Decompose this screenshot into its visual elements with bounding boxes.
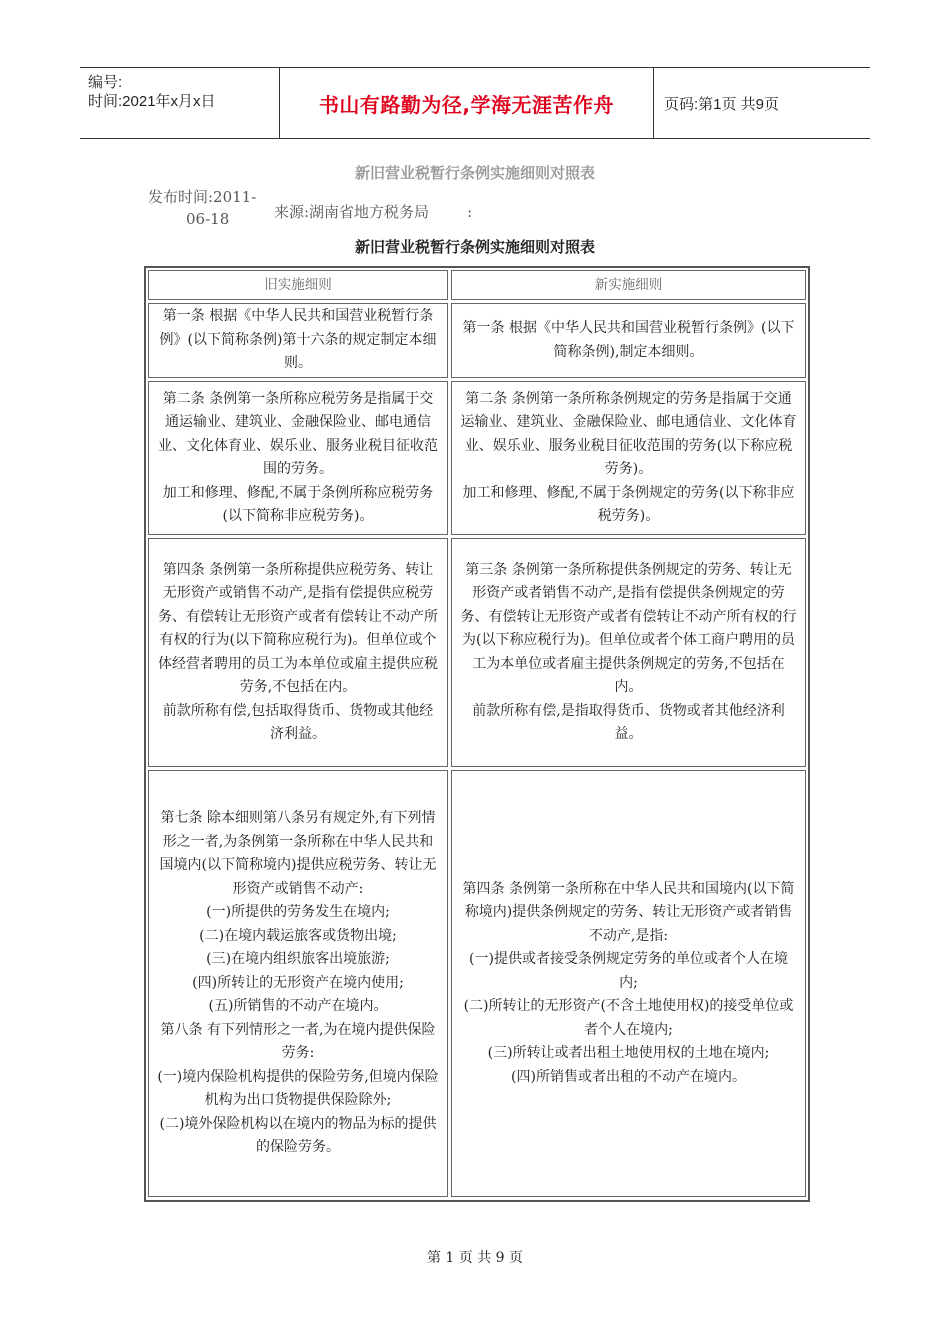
old-article-8-item: (一)境内保险机构提供的保险劳务,但境内保险机构为出口货物提供保险除外; bbox=[157, 1068, 439, 1109]
header-new: 新实施细则 bbox=[451, 270, 806, 300]
source-colon: : bbox=[467, 203, 473, 221]
old-article-7-item: (五)所销售的不动产在境内。 bbox=[208, 998, 388, 1015]
cell-old bbox=[148, 538, 448, 767]
new-article-4: 第四条 条例第一条所称在中华人民共和国境内(以下简称境内)提供条例规定的劳务、转让无形资产或者销售不动产,是指: bbox=[462, 880, 795, 944]
old-article-4-para: 前款所称有偿,包括取得货币、货物或其他经济利益。 bbox=[162, 702, 434, 742]
cell-old bbox=[148, 381, 448, 535]
cell-old bbox=[148, 770, 448, 1197]
page-header bbox=[80, 67, 870, 139]
old-article-4: 第四条 条例第一条所称提供应税劳务、转让无形资产或销售不动产,是指有偿提供应税劳务、有偿转让无形资产或者有偿转让不动产所有权的行为(以下简称应税行为)。但单位或个体经营者聘用的员工为本单位或雇主提供应税劳务,不包括在内。 bbox=[158, 561, 438, 695]
new-article-1: 第一条 根据《中华人民共和国营业税暂行条例》(以下简称条例),制定本细则。 bbox=[462, 320, 795, 360]
publish-time-line1: 发布时间:2011- bbox=[148, 188, 257, 206]
table-header-row bbox=[148, 270, 806, 300]
header-info bbox=[80, 68, 280, 138]
table-row bbox=[148, 303, 806, 378]
new-article-4-item: (一)提供或者接受条例规定劳务的单位或者个人在境内; bbox=[469, 951, 788, 991]
publish-time bbox=[148, 186, 268, 230]
old-article-7-item: (四)所转让的无形资产在境内使用; bbox=[192, 974, 404, 991]
publish-time-line2: 06-18 bbox=[186, 210, 230, 228]
old-article-2: 第二条 条例第一条所称应税劳务是指属于交通运输业、建筑业、金融保险业、邮电通信业、文化体育业、娱乐业、服务业税目征收范围的劳务。 bbox=[158, 390, 438, 477]
new-article-2: 第二条 条例第一条所称条例规定的劳务是指属于交通运输业、建筑业、金融保险业、邮电通信业、文化体育业、娱乐业、服务业税目征收范围的劳务(以下称应税劳务)。 bbox=[460, 390, 797, 477]
table-title: 新旧营业税暂行条例实施细则对照表 bbox=[354, 238, 595, 256]
new-article-3-para: 前款所称有偿,是指取得货币、货物或者其他经济利益。 bbox=[472, 702, 785, 742]
number-label: 编号: bbox=[88, 74, 123, 91]
old-article-1: 第一条 根据《中华人民共和国营业税暂行条例》(以下简称条例)第十六条的规定制定本细则。 bbox=[159, 308, 437, 372]
cell-new bbox=[451, 538, 806, 767]
table-row bbox=[148, 538, 806, 767]
document-title: 新旧营业税暂行条例实施细则对照表 bbox=[354, 164, 595, 182]
old-article-7-item: (二)在境内载运旅客或货物出境; bbox=[199, 927, 397, 944]
time-label: 时间:2021年x月x日 bbox=[88, 93, 216, 110]
new-article-3: 第三条 条例第一条所称提供条例规定的劳务、转让无形资产或者销售不动产,是指有偿提供条例规定的劳务、有偿转让无形资产或者有偿转让不动产所有权的行为(以下称应税行为)。但单位或者个体工商户聘用的员工为本单位或者雇主提供条例规定的劳务,不包括在内。 bbox=[460, 561, 797, 695]
publish-source bbox=[274, 201, 472, 222]
cell-new bbox=[451, 770, 806, 1197]
page-footer: 第 1 页 共 9 页 bbox=[426, 1250, 524, 1266]
old-article-2-para: 加工和修理、修配,不属于条例所称应税劳务(以下简称非应税劳务)。 bbox=[162, 484, 434, 524]
old-article-8: 第八条 有下列情形之一者,为在境内提供保险劳务: bbox=[160, 1021, 436, 1062]
header-old: 旧实施细则 bbox=[148, 270, 448, 300]
cell-new bbox=[451, 381, 806, 535]
old-article-7-item: (一)所提供的劳务发生在境内; bbox=[206, 904, 390, 921]
old-article-7-item: (三)在境内组织旅客出境旅游; bbox=[206, 951, 390, 968]
new-article-4-item: (二)所转让的无形资产(不含土地使用权)的接受单位或者个人在境内; bbox=[463, 998, 794, 1038]
new-article-4-item: (三)所转让或者出租土地使用权的土地在境内; bbox=[487, 1045, 770, 1062]
comparison-table bbox=[144, 266, 810, 1202]
page-code: 页码:第1页 共9页 bbox=[664, 95, 780, 113]
cell-old bbox=[148, 303, 448, 378]
old-article-7: 第七条 除本细则第八条另有规定外,有下列情形之一者,为条例第一条所称在中华人民共和国境内(以下简称境内)提供应税劳务、转让无形资产或销售不动产: bbox=[159, 810, 437, 897]
cell-new bbox=[451, 303, 806, 378]
motto: 书山有路勤为径,学海无涯苦作舟 bbox=[280, 68, 654, 138]
new-article-2-para: 加工和修理、修配,不属于条例规定的劳务(以下称非应税劳务)。 bbox=[462, 484, 795, 524]
old-article-8-item: (二)境外保险机构以在境内的物品为标的提供的保险劳务。 bbox=[159, 1115, 437, 1156]
source-text: 来源:湖南省地方税务局 bbox=[274, 203, 430, 221]
new-article-4-item: (四)所销售或者出租的不动产在境内。 bbox=[511, 1068, 746, 1085]
table-row bbox=[148, 381, 806, 535]
table-row bbox=[148, 770, 806, 1197]
